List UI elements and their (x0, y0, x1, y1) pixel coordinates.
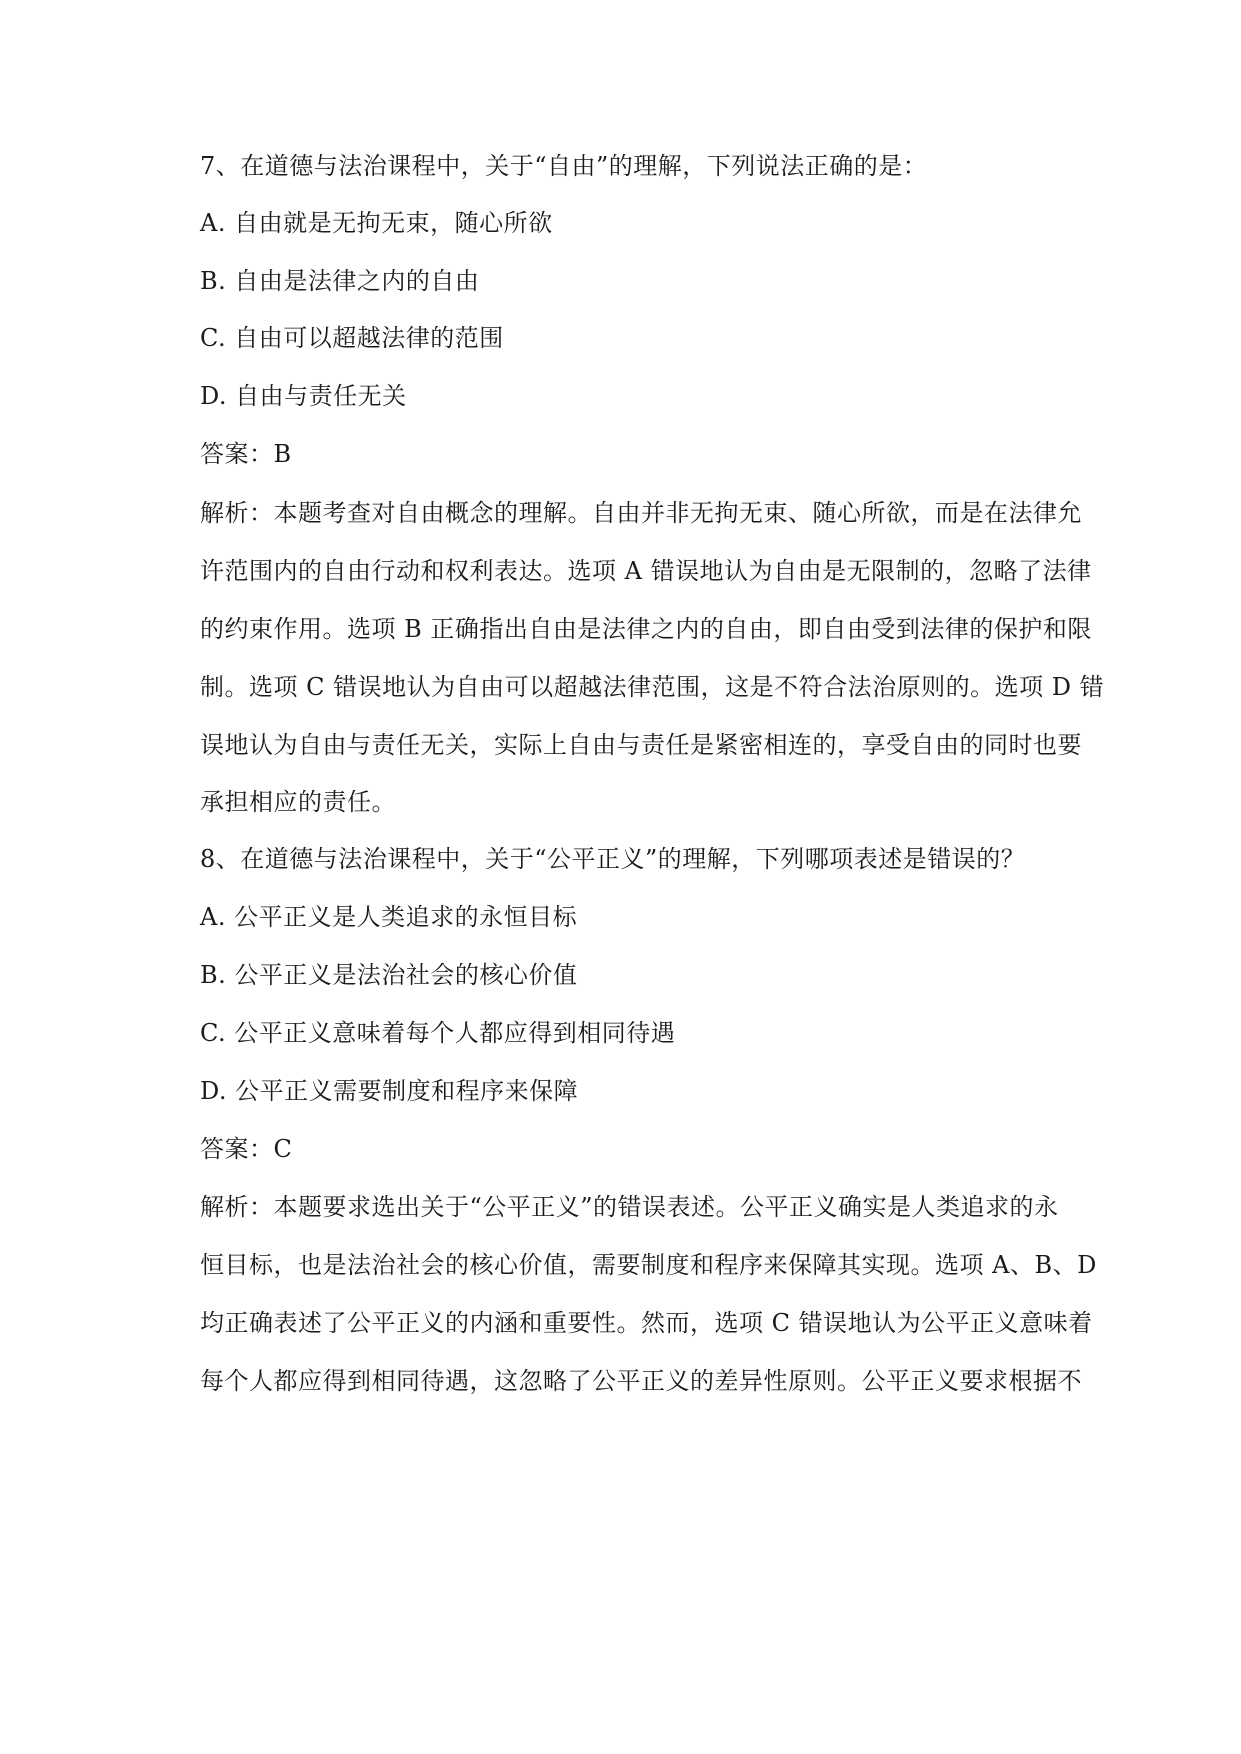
question-7-answer: 答案：B (200, 440, 292, 468)
question-7-option-a: A. 自由就是无拘无束，随心所欲 (200, 209, 553, 237)
question-8-analysis-line: 恒目标，也是法治社会的核心价值，需要制度和程序来保障其实现。选项 A、B、D (200, 1251, 1097, 1279)
question-8-answer: 答案：C (200, 1135, 293, 1163)
question-7-analysis-line: 许范围内的自由行动和权利表达。选项 A 错误地认为自由是无限制的，忽略了法律 (200, 557, 1092, 585)
question-7-analysis-line: 的约束作用。选项 B 正确指出自由是法律之内的自由，即自由受到法律的保护和限 (200, 615, 1092, 643)
question-7-option-b: B. 自由是法律之内的自由 (200, 267, 480, 295)
question-7-analysis-line: 误地认为自由与责任无关，实际上自由与责任是紧密相连的，享受自由的同时也要 (200, 731, 1082, 759)
question-8-analysis-line: 解析：本题要求选出关于“公平正义”的错误表述。公平正义确实是人类追求的永 (200, 1193, 1059, 1221)
question-8-option-c: C. 公平正义意味着每个人都应得到相同待遇 (200, 1019, 676, 1047)
question-7-option-d: D. 自由与责任无关 (200, 382, 407, 410)
question-8-option-b: B. 公平正义是法治社会的核心价值 (200, 961, 578, 989)
question-8-analysis-line: 每个人都应得到相同待遇，这忽略了公平正义的差异性原则。公平正义要求根据不 (200, 1367, 1082, 1395)
question-7-analysis-line: 承担相应的责任。 (200, 788, 396, 816)
question-7-analysis-line: 解析：本题考查对自由概念的理解。自由并非无拘无束、随心所欲，而是在法律允 (200, 499, 1082, 527)
question-8-option-a: A. 公平正义是人类追求的永恒目标 (200, 903, 578, 931)
question-7-option-c: C. 自由可以超越法律的范围 (200, 324, 504, 352)
question-8-analysis-line: 均正确表述了公平正义的内涵和重要性。然而，选项 C 错误地认为公平正义意味着 (200, 1309, 1093, 1337)
question-8-stem: 8、在道德与法治课程中，关于“公平正义”的理解，下列哪项表述是错误的？ (200, 845, 1026, 873)
question-7-stem: 7、在道德与法治课程中，关于“自由”的理解，下列说法正确的是： (200, 152, 928, 180)
question-7-analysis-line: 制。选项 C 错误地认为自由可以超越法律范围，这是不符合法治原则的。选项 D 错 (200, 673, 1105, 701)
question-8-option-d: D. 公平正义需要制度和程序来保障 (200, 1077, 579, 1105)
